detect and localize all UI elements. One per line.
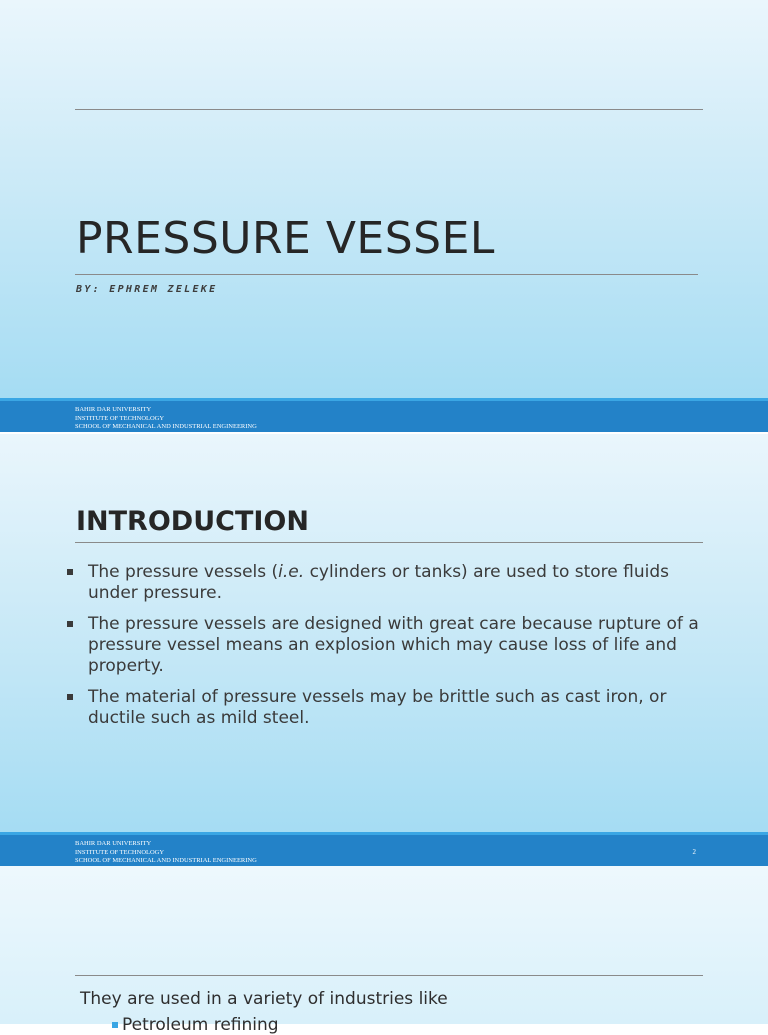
slide-introduction [0,434,768,866]
top-rule [75,109,703,110]
heading-underline [75,542,703,543]
slide-title [0,0,768,432]
footer-line: INSTITUTE OF TECHNOLOGY [75,414,165,422]
lead-text: They are used in a variety of industries like [80,989,448,1009]
bullet-text-italic: i.e. [278,562,305,582]
footer-institution [75,406,257,432]
top-rule [75,975,703,976]
footer-institution [75,840,257,866]
footer-line: INSTITUTE OF TECHNOLOGY [75,848,165,856]
square-bullet-icon [67,694,73,700]
sub-bullet-text: Petroleum refining [122,1015,279,1035]
square-bullet-icon [112,1022,118,1028]
footer-line: BAHIR DAR UNIVERSITY [75,840,152,847]
title-underline [75,274,698,275]
footer-band [0,832,768,866]
bullet-list [66,562,706,739]
presentation-title: PRESSURE VESSEL [76,213,495,264]
bullet-item [66,687,706,729]
slide-heading: INTRODUCTION [76,506,309,537]
bullet-text: cylinders or tanks) are used to store fluids under pressure. [88,562,669,603]
sub-bullet-item [112,1015,279,1035]
bullet-text: The material of pressure vessels may be brittle such as cast iron, or ductile such as mild steel. [88,687,667,728]
bullet-text: The pressure vessels ( [88,562,279,582]
bullet-item [66,614,706,677]
bullet-text: The pressure vessels are designed with great care because rupture of a pressure vessel means an explosion which may cause loss of life and property. [88,614,699,676]
bullet-item [66,562,706,604]
footer-line: SCHOOL OF MECHANICAL AND INDUSTRIAL ENGINEERING [75,857,257,864]
footer-line: SCHOOL OF MECHANICAL AND INDUSTRIAL ENGINEERING [75,423,257,430]
footer-line: BAHIR DAR UNIVERSITY [75,406,152,413]
square-bullet-icon [67,569,73,575]
square-bullet-icon [67,621,73,627]
author-byline: BY: EPHREM ZELEKE [76,284,218,295]
page-number: 2 [692,848,696,856]
slide-uses [0,866,768,1035]
footer-band [0,398,768,432]
